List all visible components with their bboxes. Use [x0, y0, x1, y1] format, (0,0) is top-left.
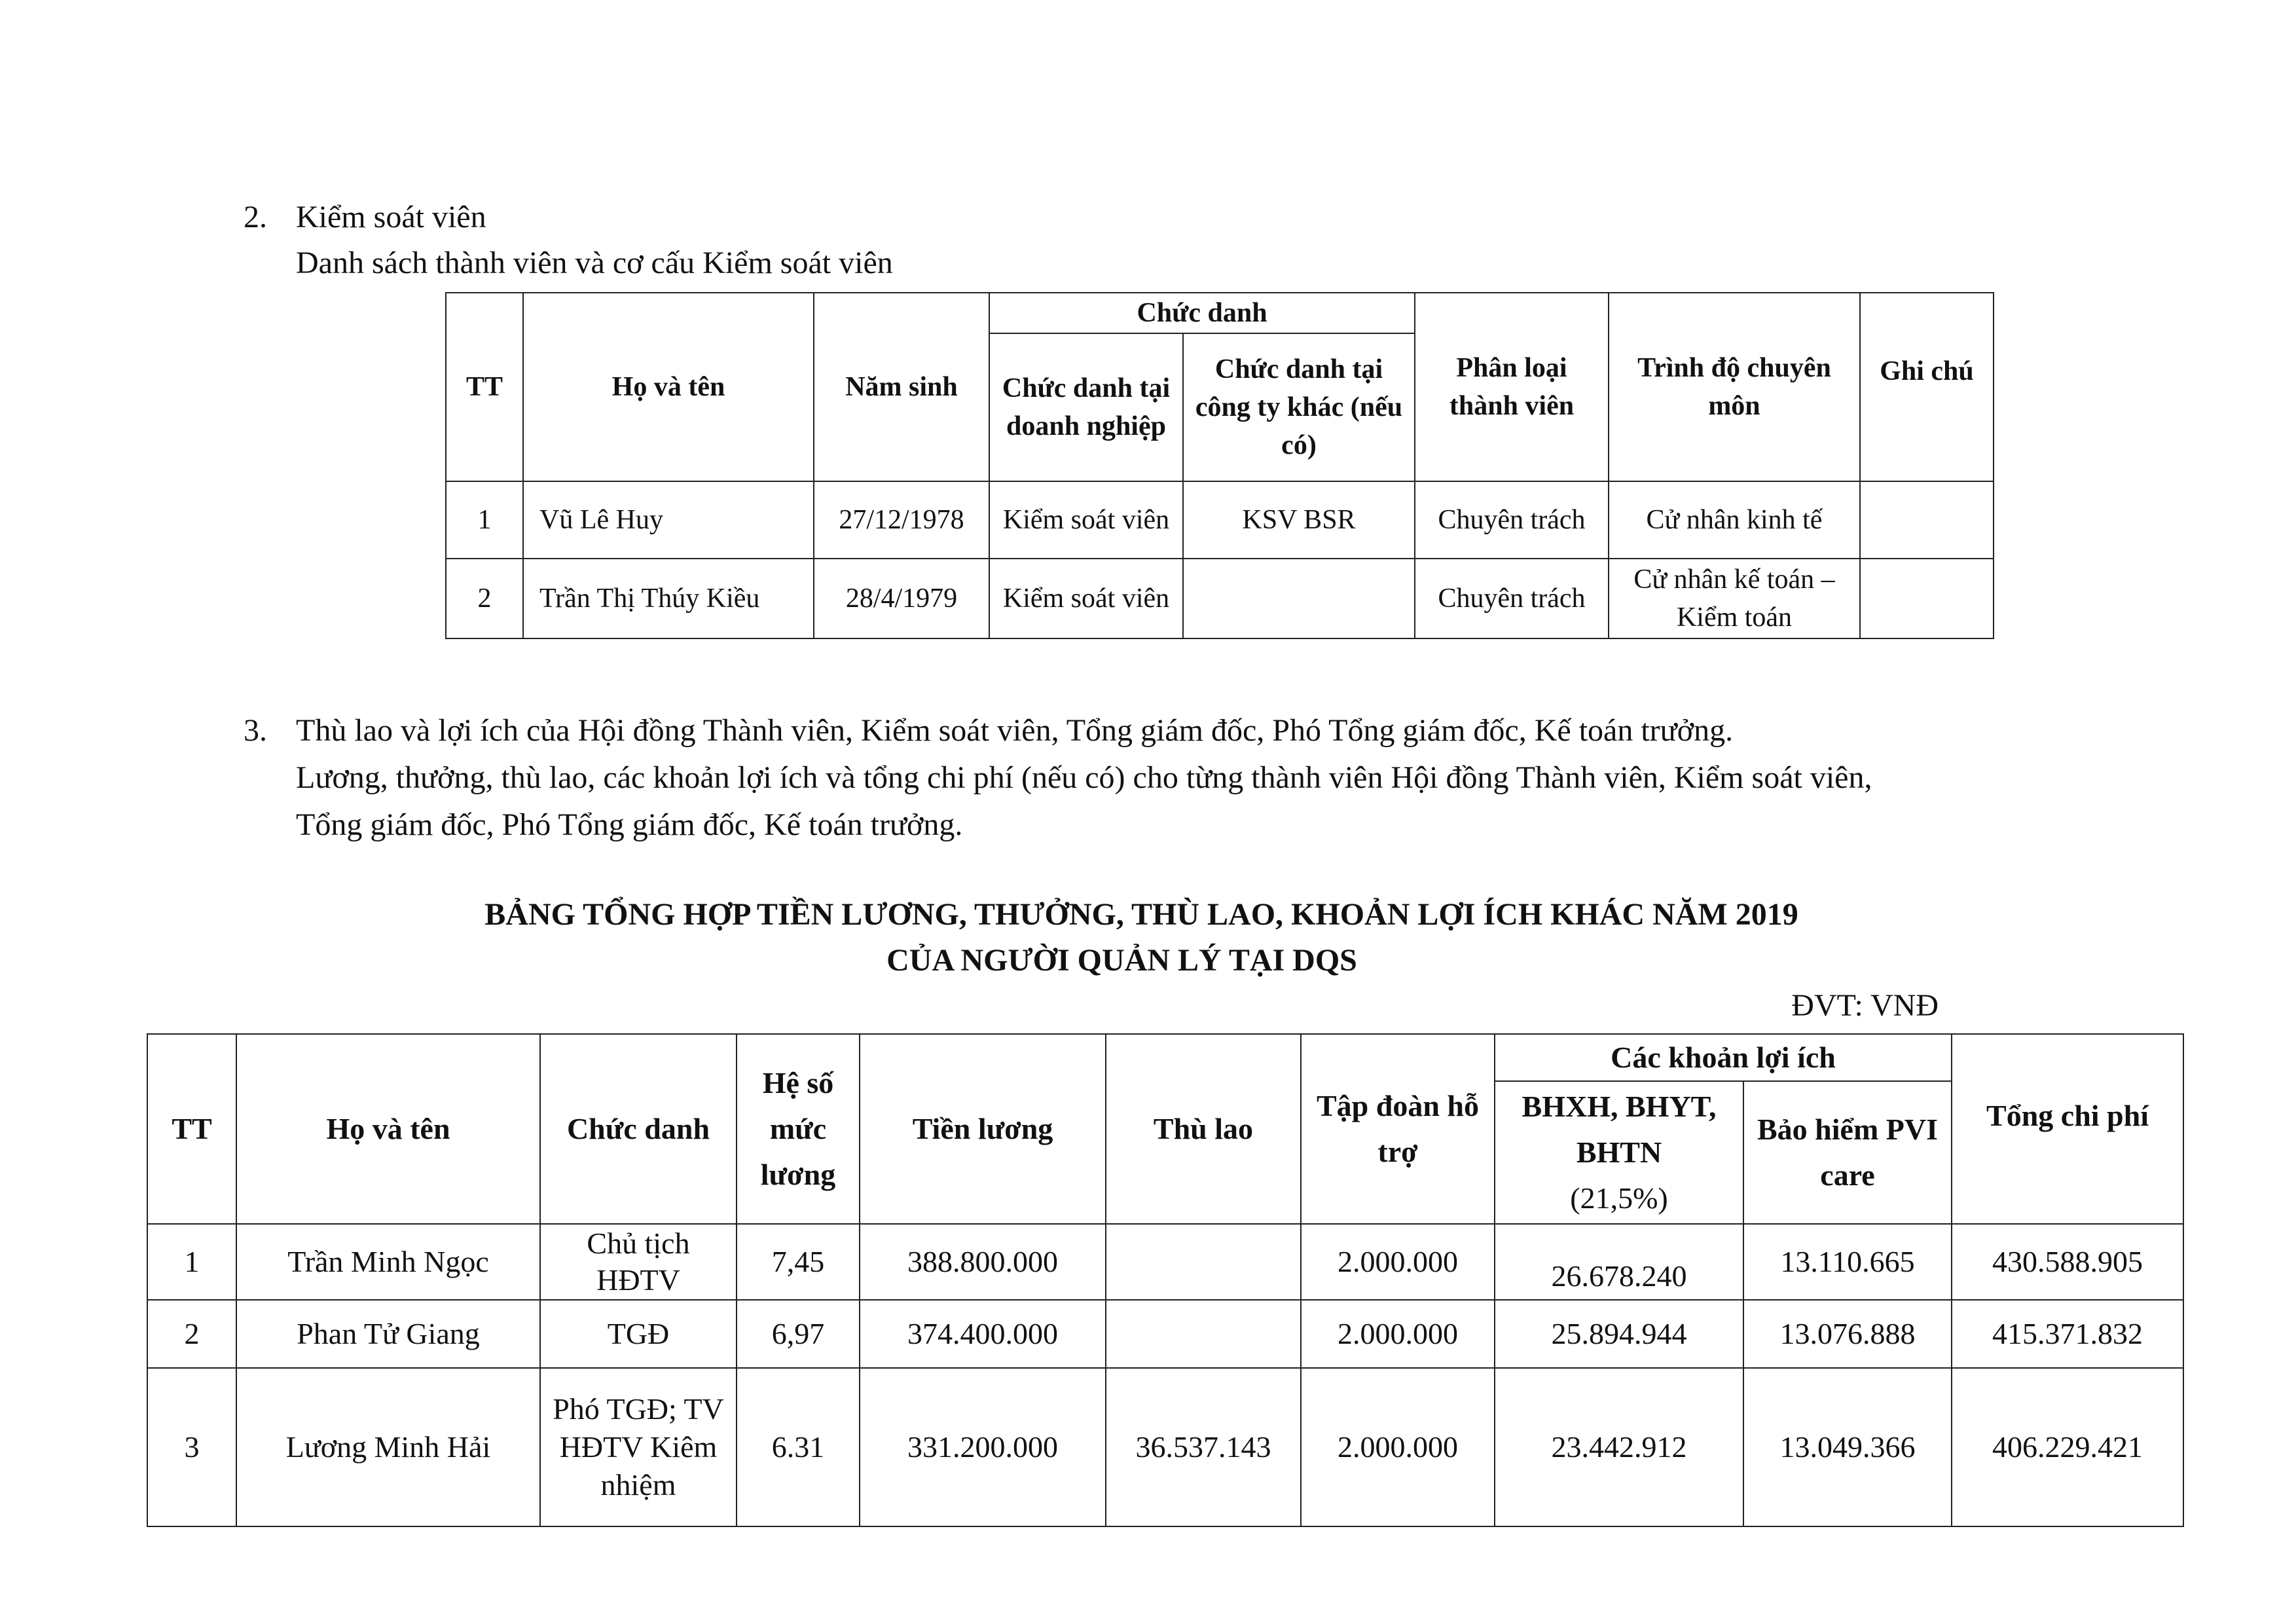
header-title-other: Chức danh tại công ty khác (nếu có)	[1183, 333, 1415, 481]
section-3-title: Thù lao và lợi ích của Hội đồng Thành viên, Kiểm soát viên, Tổng giám đốc, Phó Tổng giám đốc, Kế toán trưởng.	[296, 713, 1734, 748]
cell-pvi: 13.110.665	[1743, 1224, 1952, 1300]
table-row	[147, 1368, 2183, 1526]
header-title-group: Chức danh	[989, 293, 1415, 333]
header-salary: Tiền lương	[860, 1034, 1106, 1224]
header-remuneration: Thù lao	[1106, 1034, 1301, 1224]
header-note: Ghi chú	[1860, 293, 1994, 481]
cell-total: 415.371.832	[1952, 1300, 2183, 1368]
cell-support: 2.000.000	[1301, 1300, 1495, 1368]
cell-coef: 6,97	[737, 1300, 860, 1368]
cell-title-company: Kiểm soát viên	[989, 559, 1183, 638]
header-pvi: Bảo hiểm PVI care	[1743, 1081, 1952, 1224]
cell-qualification: Cử nhân kế toán – Kiểm toán	[1609, 559, 1860, 638]
cell-note	[1860, 559, 1994, 638]
table-row	[446, 481, 1994, 559]
cell-remuneration	[1106, 1224, 1301, 1300]
cell-title-company: Kiểm soát viên	[989, 481, 1183, 559]
section-3-line-2: Lương, thưởng, thù lao, các khoản lợi ích và tổng chi phí (nếu có) cho từng thành viên Hội đồng Thành viên, Kiểm soát viên,	[296, 760, 1872, 795]
cell-position: Chủ tịch HĐTV	[540, 1224, 737, 1300]
header-support: Tập đoàn hỗ trợ	[1301, 1034, 1495, 1224]
header-coef: Hệ số mức lương	[737, 1034, 860, 1224]
cell-name: Trần Thị Thúy Kiều	[523, 559, 814, 638]
section-2-heading	[244, 198, 486, 237]
section-2-subtitle: Danh sách thành viên và cơ cấu Kiểm soát viên	[296, 246, 893, 280]
cell-salary: 374.400.000	[860, 1300, 1106, 1368]
salary-table	[147, 1033, 2184, 1527]
cell-name: Phan Tử Giang	[236, 1300, 540, 1368]
cell-note	[1860, 481, 1994, 559]
header-name: Họ và tên	[236, 1034, 540, 1224]
header-name: Họ và tên	[523, 293, 814, 481]
header-insurance	[1495, 1081, 1743, 1224]
header-insurance-rate: (21,5%)	[1570, 1181, 1668, 1215]
section-2-title: Kiểm soát viên	[296, 200, 486, 234]
table-row	[147, 1224, 2183, 1300]
header-benefits-group: Các khoản lợi ích	[1495, 1034, 1952, 1081]
cell-tt: 2	[446, 559, 523, 638]
cell-coef: 6.31	[737, 1368, 860, 1526]
cell-support: 2.000.000	[1301, 1368, 1495, 1526]
cell-remuneration: 36.537.143	[1106, 1368, 1301, 1526]
header-position: Chức danh	[540, 1034, 737, 1224]
cell-position: Phó TGĐ; TV HĐTV Kiêm nhiệm	[540, 1368, 737, 1526]
cell-salary: 388.800.000	[860, 1224, 1106, 1300]
cell-salary: 331.200.000	[860, 1368, 1106, 1526]
header-total: Tổng chi phí	[1952, 1034, 2183, 1224]
cell-tt: 3	[147, 1368, 236, 1526]
header-tt: TT	[446, 293, 523, 481]
header-qualification: Trình độ chuyên môn	[1609, 293, 1860, 481]
unit-label: ĐVT: VNĐ	[1791, 988, 1939, 1023]
cell-support: 2.000.000	[1301, 1224, 1495, 1300]
cell-total: 430.588.905	[1952, 1224, 2183, 1300]
cell-insurance: 23.442.912	[1495, 1368, 1743, 1526]
section-3-number: 3.	[244, 713, 267, 748]
cell-name: Lương Minh Hải	[236, 1368, 540, 1526]
cell-birth: 27/12/1978	[814, 481, 989, 559]
cell-insurance: 25.894.944	[1495, 1300, 1743, 1368]
header-member-type: Phân loại thành viên	[1415, 293, 1609, 481]
cell-remuneration	[1106, 1300, 1301, 1368]
cell-title-other: KSV BSR	[1183, 481, 1415, 559]
section-3-heading	[244, 707, 1733, 754]
header-tt: TT	[147, 1034, 236, 1224]
cell-tt: 1	[446, 481, 523, 559]
table-2-title-line-1: BẢNG TỔNG HỢP TIỀN LƯƠNG, THƯỞNG, THÙ LAO, KHOẢN LỢI ÍCH KHÁC NĂM 2019	[484, 897, 1798, 932]
cell-name: Trần Minh Ngọc	[236, 1224, 540, 1300]
header-birth: Năm sinh	[814, 293, 989, 481]
table-row	[147, 1300, 2183, 1368]
cell-member-type: Chuyên trách	[1415, 481, 1609, 559]
cell-member-type: Chuyên trách	[1415, 559, 1609, 638]
cell-pvi: 13.076.888	[1743, 1300, 1952, 1368]
header-title-company: Chức danh tại doanh nghiệp	[989, 333, 1183, 481]
cell-pvi: 13.049.366	[1743, 1368, 1952, 1526]
section-2-number: 2.	[244, 200, 267, 234]
cell-tt: 1	[147, 1224, 236, 1300]
table-row	[446, 559, 1994, 638]
section-3-line-3: Tổng giám đốc, Phó Tổng giám đốc, Kế toán trưởng.	[296, 807, 963, 842]
cell-total: 406.229.421	[1952, 1368, 2183, 1526]
cell-title-other	[1183, 559, 1415, 638]
supervisor-table	[445, 292, 1994, 639]
header-insurance-main: BHXH, BHYT, BHTN	[1522, 1090, 1717, 1169]
cell-position: TGĐ	[540, 1300, 737, 1368]
cell-qualification: Cử nhân kinh tế	[1609, 481, 1860, 559]
cell-tt: 2	[147, 1300, 236, 1368]
cell-insurance: 26.678.240	[1495, 1224, 1743, 1300]
cell-coef: 7,45	[737, 1224, 860, 1300]
cell-birth: 28/4/1979	[814, 559, 989, 638]
cell-name: Vũ Lê Huy	[523, 481, 814, 559]
table-2-title-line-2: CỦA NGƯỜI QUẢN LÝ TẠI DQS	[886, 943, 1357, 978]
